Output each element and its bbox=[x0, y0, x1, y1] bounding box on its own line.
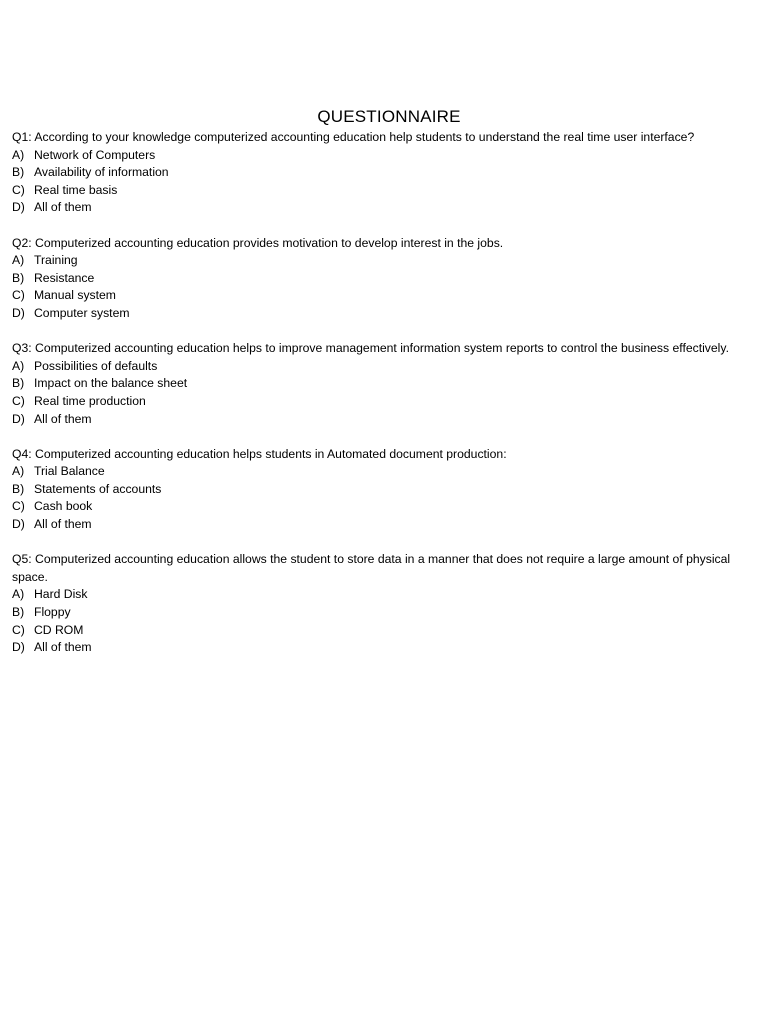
question-2 bbox=[12, 235, 760, 323]
option-item bbox=[12, 287, 760, 305]
option-text: Impact on the balance sheet bbox=[34, 376, 188, 391]
option-letter: D) bbox=[12, 411, 25, 426]
option-item bbox=[12, 147, 760, 165]
option-item bbox=[12, 305, 760, 323]
option-list bbox=[12, 463, 760, 533]
question-4 bbox=[12, 446, 760, 534]
option-letter: C) bbox=[12, 288, 25, 303]
option-text: Possibilities of defaults bbox=[34, 358, 158, 373]
question-text: Q1: According to your knowledge computerized accounting education help students to understand the real time user interface? bbox=[12, 130, 695, 144]
question-5 bbox=[12, 551, 760, 657]
option-text: CD ROM bbox=[34, 622, 84, 637]
option-text: Availability of information bbox=[34, 165, 169, 180]
option-item bbox=[12, 270, 760, 288]
option-text: All of them bbox=[34, 200, 92, 215]
option-text: All of them bbox=[34, 640, 92, 655]
option-item bbox=[12, 639, 760, 657]
option-letter: A) bbox=[12, 253, 25, 268]
option-text: Training bbox=[34, 253, 78, 268]
option-letter: C) bbox=[12, 182, 25, 197]
option-item bbox=[12, 481, 760, 499]
option-letter: D) bbox=[12, 640, 25, 655]
option-list bbox=[12, 252, 760, 322]
option-list bbox=[12, 358, 760, 428]
option-text: Cash book bbox=[34, 499, 93, 514]
page-title: QUESTIONNAIRE bbox=[317, 107, 461, 126]
option-text: Floppy bbox=[34, 605, 71, 620]
option-item bbox=[12, 411, 760, 429]
option-item bbox=[12, 498, 760, 516]
option-text: All of them bbox=[34, 517, 92, 532]
question-1 bbox=[12, 129, 760, 217]
option-item bbox=[12, 586, 760, 604]
option-text: Manual system bbox=[34, 288, 116, 303]
option-letter: A) bbox=[12, 587, 25, 602]
option-list bbox=[12, 147, 760, 217]
option-text: Network of Computers bbox=[34, 147, 156, 162]
option-text: Real time production bbox=[34, 393, 146, 408]
option-item bbox=[12, 252, 760, 270]
option-text: Trial Balance bbox=[34, 464, 105, 479]
option-item bbox=[12, 182, 760, 200]
option-item bbox=[12, 393, 760, 411]
option-item bbox=[12, 622, 760, 640]
option-item bbox=[12, 604, 760, 622]
option-letter: B) bbox=[12, 270, 25, 285]
option-text: Hard Disk bbox=[34, 587, 88, 602]
option-letter: A) bbox=[12, 358, 25, 373]
question-text: Q4: Computerized accounting education helps students in Automated document production: bbox=[12, 446, 507, 461]
option-item bbox=[12, 164, 760, 182]
option-letter: B) bbox=[12, 165, 25, 180]
option-list bbox=[12, 586, 760, 656]
option-letter: C) bbox=[12, 622, 25, 637]
option-letter: D) bbox=[12, 200, 25, 215]
option-letter: B) bbox=[12, 376, 25, 391]
option-item bbox=[12, 463, 760, 481]
option-letter: C) bbox=[12, 393, 25, 408]
question-3 bbox=[12, 340, 760, 428]
option-text: Computer system bbox=[34, 305, 130, 320]
question-text: Q3: Computerized accounting education helps to improve management information system reports to control the business effectively. bbox=[12, 341, 729, 356]
option-item bbox=[12, 375, 760, 393]
option-text: Resistance bbox=[34, 270, 95, 285]
option-letter: B) bbox=[12, 605, 25, 620]
option-text: Real time basis bbox=[34, 182, 118, 197]
option-item bbox=[12, 199, 760, 217]
option-item bbox=[12, 358, 760, 376]
option-text: Statements of accounts bbox=[34, 481, 162, 496]
option-letter: A) bbox=[12, 464, 25, 479]
option-item bbox=[12, 516, 760, 534]
option-letter: A) bbox=[12, 147, 25, 162]
option-text: All of them bbox=[34, 411, 92, 426]
question-text: Q2: Computerized accounting education provides motivation to develop interest in the jobs. bbox=[12, 235, 504, 250]
option-letter: C) bbox=[12, 499, 25, 514]
questionnaire-body bbox=[12, 129, 760, 674]
option-letter: D) bbox=[12, 517, 25, 532]
option-letter: D) bbox=[12, 305, 25, 320]
option-letter: B) bbox=[12, 481, 25, 496]
question-text: Q5: Computerized accounting education allows the student to store data in a manner that does not require a large amount of physical space. bbox=[12, 552, 731, 584]
